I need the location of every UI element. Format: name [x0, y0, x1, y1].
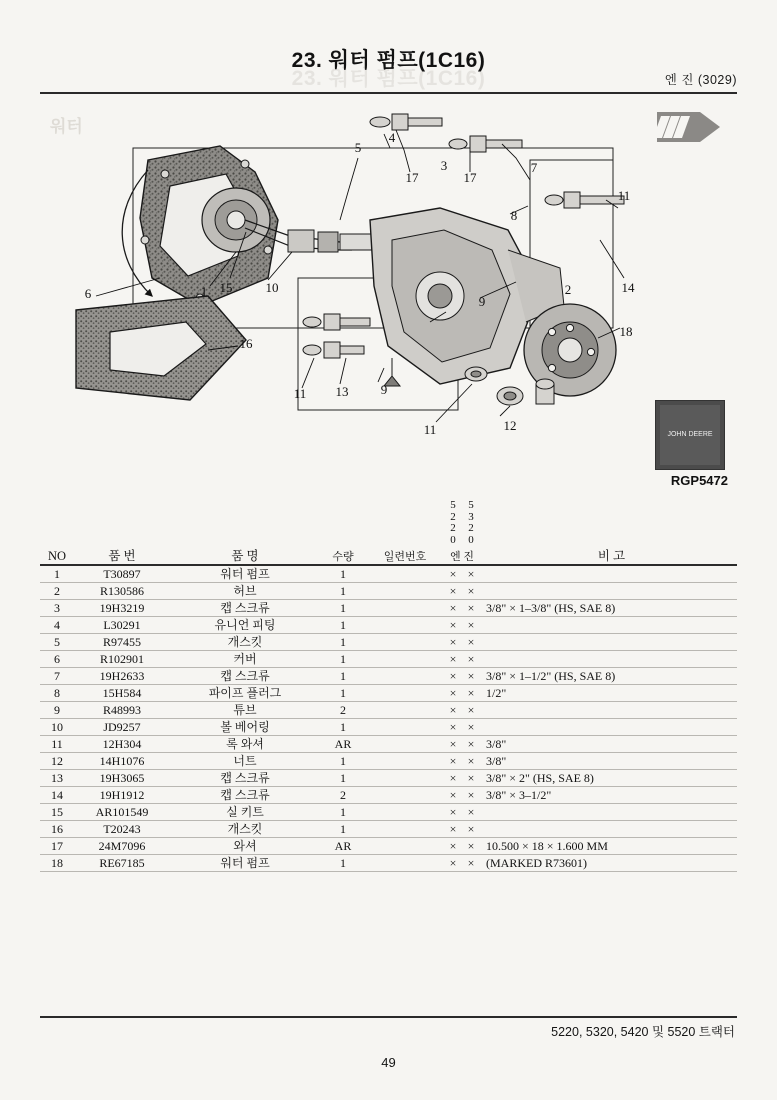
cell-qty: 1 — [320, 617, 366, 634]
cell-name: 캡 스크류 — [170, 600, 320, 617]
cell-name: 캡 스크류 — [170, 668, 320, 685]
cell-part: 15H584 — [74, 685, 170, 702]
table-row — [40, 719, 737, 736]
model-col-5320 — [462, 500, 480, 546]
svg-text:17: 17 — [463, 170, 477, 185]
cell-remark: 3/8" × 2" (HS, SAE 8) — [480, 770, 737, 787]
cell-no: 11 — [40, 736, 74, 753]
cell-name: 파이프 플러그 — [170, 685, 320, 702]
cell-no: 18 — [40, 855, 74, 872]
table-header-row — [40, 546, 737, 565]
cell-remark — [480, 804, 737, 821]
cell-no: 4 — [40, 617, 74, 634]
footer-model-label: 5220, 5320, 5420 및 5520 트랙터 — [551, 1025, 735, 1039]
model-header-row — [40, 500, 737, 546]
cell-remark — [480, 634, 737, 651]
table-row — [40, 600, 737, 617]
model-digit: 3 — [468, 510, 474, 523]
svg-text:10: 10 — [265, 280, 279, 295]
cell-remark: 1/2" — [480, 685, 737, 702]
cell-model-5320: × — [462, 838, 480, 855]
cell-model-5320: × — [462, 736, 480, 753]
svg-text:17: 17 — [405, 170, 419, 185]
cell-model-5220: × — [444, 583, 462, 600]
cell-part: T30897 — [74, 565, 170, 583]
table-row — [40, 753, 737, 770]
cell-name: 워터 펌프 — [170, 855, 320, 872]
col-header-serial: 일련번호 — [366, 546, 444, 565]
cell-model-5320: × — [462, 668, 480, 685]
cell-part: 24M7096 — [74, 838, 170, 855]
parts-table-container — [40, 500, 737, 872]
cell-model-5220: × — [444, 668, 462, 685]
cell-name: 와셔 — [170, 838, 320, 855]
model-digit: 5 — [468, 499, 474, 511]
col-header-engine: 엔 진 — [444, 546, 480, 565]
model-digit: 2 — [450, 522, 456, 535]
cell-no: 5 — [40, 634, 74, 651]
cell-no: 10 — [40, 719, 74, 736]
cell-remark: 10.500 × 18 × 1.600 MM — [480, 838, 737, 855]
table-row — [40, 855, 737, 872]
table-row — [40, 804, 737, 821]
col-header-remark: 비 고 — [480, 546, 737, 565]
cell-no: 7 — [40, 668, 74, 685]
cell-serial — [366, 617, 444, 634]
cell-model-5320: × — [462, 583, 480, 600]
cell-serial — [366, 753, 444, 770]
cell-serial — [366, 719, 444, 736]
direction-arrow-icon — [653, 112, 720, 142]
cell-model-5220: × — [444, 787, 462, 804]
svg-text:11: 11 — [293, 386, 307, 401]
cell-serial — [366, 787, 444, 804]
cell-part: 14H1076 — [74, 753, 170, 770]
col-header-no: NO — [40, 546, 74, 565]
cell-serial — [366, 651, 444, 668]
table-row — [40, 651, 737, 668]
cell-part: R97455 — [74, 634, 170, 651]
cell-model-5320: × — [462, 855, 480, 872]
cell-model-5220: × — [444, 685, 462, 702]
svg-text:14: 14 — [621, 280, 635, 295]
cell-remark — [480, 583, 737, 600]
footer-rule — [40, 1016, 737, 1018]
cell-part: L30291 — [74, 617, 170, 634]
cell-remark — [480, 651, 737, 668]
cell-model-5220: × — [444, 736, 462, 753]
cell-model-5220: × — [444, 617, 462, 634]
cell-model-5220: × — [444, 600, 462, 617]
cell-name: 개스킷 — [170, 821, 320, 838]
cell-model-5320: × — [462, 821, 480, 838]
cell-name: 록 와셔 — [170, 736, 320, 753]
cell-part: 19H2633 — [74, 668, 170, 685]
cell-part: T20243 — [74, 821, 170, 838]
cell-qty: 2 — [320, 787, 366, 804]
table-row — [40, 565, 737, 583]
cell-model-5320: × — [462, 634, 480, 651]
header-rule — [40, 92, 737, 94]
col-header-part-name: 품 명 — [170, 546, 320, 565]
cell-qty: 1 — [320, 855, 366, 872]
svg-text:9: 9 — [380, 382, 388, 397]
cell-name: 커버 — [170, 651, 320, 668]
cell-qty: 1 — [320, 770, 366, 787]
cell-model-5320: × — [462, 617, 480, 634]
svg-text:1: 1 — [200, 284, 208, 299]
cell-part: 19H3065 — [74, 770, 170, 787]
cell-remark: 3/8" × 3–1/2" — [480, 787, 737, 804]
cell-remark — [480, 702, 737, 719]
cell-qty: 1 — [320, 600, 366, 617]
cell-serial — [366, 702, 444, 719]
svg-text:4: 4 — [388, 130, 396, 145]
model-digit: 0 — [450, 533, 456, 546]
corner-ghost-text: 워터 — [50, 117, 83, 136]
cell-model-5220: × — [444, 634, 462, 651]
cell-qty: 2 — [320, 702, 366, 719]
page-title: 23. 워터 펌프(1C16) — [291, 49, 486, 72]
cell-serial — [366, 736, 444, 753]
cell-serial — [366, 838, 444, 855]
cell-serial — [366, 821, 444, 838]
cell-remark: 3/8" — [480, 753, 737, 770]
cell-model-5320: × — [462, 600, 480, 617]
cell-no: 14 — [40, 787, 74, 804]
cell-no: 15 — [40, 804, 74, 821]
model-col-5220 — [444, 500, 462, 546]
cell-serial — [366, 855, 444, 872]
table-row — [40, 634, 737, 651]
cell-no: 13 — [40, 770, 74, 787]
cell-model-5320: × — [462, 685, 480, 702]
cell-model-5220: × — [444, 719, 462, 736]
svg-text:12: 12 — [503, 418, 517, 433]
svg-text:18: 18 — [619, 324, 633, 339]
col-header-part-number: 품 번 — [74, 546, 170, 565]
cell-part: R48993 — [74, 702, 170, 719]
table-row — [40, 787, 737, 804]
cell-model-5320: × — [462, 651, 480, 668]
cell-qty: 1 — [320, 685, 366, 702]
model-digit: 2 — [450, 510, 456, 523]
svg-text:6: 6 — [84, 286, 92, 301]
cell-name: 캡 스크류 — [170, 770, 320, 787]
cell-qty: 1 — [320, 753, 366, 770]
svg-text:2: 2 — [564, 282, 572, 297]
cell-model-5320: × — [462, 565, 480, 583]
cell-name: 튜브 — [170, 702, 320, 719]
cell-serial — [366, 668, 444, 685]
cell-model-5320: × — [462, 770, 480, 787]
cell-remark — [480, 821, 737, 838]
cell-name: 유니언 피팅 — [170, 617, 320, 634]
parts-table — [40, 500, 737, 872]
cell-model-5320: × — [462, 719, 480, 736]
table-row — [40, 617, 737, 634]
svg-text:3: 3 — [440, 158, 448, 173]
cell-no: 16 — [40, 821, 74, 838]
cell-qty: AR — [320, 838, 366, 855]
cell-qty: 1 — [320, 583, 366, 600]
cell-model-5320: × — [462, 753, 480, 770]
logo-label: JOHN DEERE — [660, 405, 720, 465]
cell-serial — [366, 565, 444, 583]
cell-name: 허브 — [170, 583, 320, 600]
table-row — [40, 685, 737, 702]
cell-serial — [366, 634, 444, 651]
cell-name: 너트 — [170, 753, 320, 770]
cell-part: 19H3219 — [74, 600, 170, 617]
svg-text:8: 8 — [510, 208, 518, 223]
cell-serial — [366, 770, 444, 787]
cell-model-5220: × — [444, 804, 462, 821]
figure-drawing — [40, 100, 737, 500]
page-title-shadow: 23. 워터 펌프(1C16) — [291, 67, 486, 90]
table-row — [40, 770, 737, 787]
cell-qty: 1 — [320, 668, 366, 685]
cell-part: JD9257 — [74, 719, 170, 736]
cell-serial — [366, 804, 444, 821]
cell-qty: 1 — [320, 565, 366, 583]
cell-qty: 1 — [320, 651, 366, 668]
exploded-view-figure — [40, 100, 737, 500]
table-row — [40, 668, 737, 685]
cell-model-5220: × — [444, 821, 462, 838]
page-header — [40, 44, 737, 90]
cell-model-5220: × — [444, 855, 462, 872]
cell-part: AR101549 — [74, 804, 170, 821]
cell-qty: AR — [320, 736, 366, 753]
cell-model-5320: × — [462, 787, 480, 804]
model-digit: 2 — [468, 522, 474, 535]
svg-text:11: 11 — [617, 188, 631, 203]
table-row — [40, 702, 737, 719]
col-header-qty: 수량 — [320, 546, 366, 565]
cell-remark — [480, 719, 737, 736]
cell-name: 실 키트 — [170, 804, 320, 821]
svg-text:5: 5 — [354, 140, 362, 155]
cell-qty: 1 — [320, 719, 366, 736]
cell-no: 2 — [40, 583, 74, 600]
cell-remark: (MARKED R73601) — [480, 855, 737, 872]
model-digit: 5 — [450, 499, 456, 511]
svg-text:9: 9 — [478, 294, 486, 309]
svg-text:11: 11 — [423, 422, 437, 437]
model-digit: 0 — [468, 533, 474, 546]
cell-name: 워터 펌프 — [170, 565, 320, 583]
cell-model-5320: × — [462, 804, 480, 821]
cell-no: 9 — [40, 702, 74, 719]
cell-model-5220: × — [444, 770, 462, 787]
cell-model-5220: × — [444, 838, 462, 855]
cell-part: RE67185 — [74, 855, 170, 872]
cell-part: 19H1912 — [74, 787, 170, 804]
cell-remark: 3/8" × 1–1/2" (HS, SAE 8) — [480, 668, 737, 685]
cell-serial — [366, 600, 444, 617]
cell-name: 캡 스크류 — [170, 787, 320, 804]
svg-text:13: 13 — [335, 384, 349, 399]
page-number: 49 — [381, 1055, 396, 1070]
cell-model-5220: × — [444, 702, 462, 719]
cell-name: 볼 베어링 — [170, 719, 320, 736]
cell-no: 12 — [40, 753, 74, 770]
table-row — [40, 821, 737, 838]
cell-model-5220: × — [444, 753, 462, 770]
svg-text:16: 16 — [239, 336, 253, 351]
cell-part: 12H304 — [74, 736, 170, 753]
cell-remark — [480, 617, 737, 634]
table-row — [40, 583, 737, 600]
cell-no: 1 — [40, 565, 74, 583]
cell-remark — [480, 565, 737, 583]
cell-model-5220: × — [444, 651, 462, 668]
cell-qty: 1 — [320, 821, 366, 838]
cell-remark: 3/8" × 1–3/8" (HS, SAE 8) — [480, 600, 737, 617]
cell-serial — [366, 685, 444, 702]
cell-no: 3 — [40, 600, 74, 617]
cell-part: R130586 — [74, 583, 170, 600]
svg-text:15: 15 — [219, 280, 233, 295]
header-section-label: 엔 진 (3029) — [664, 73, 737, 87]
table-row — [40, 838, 737, 855]
john-deere-logo — [655, 400, 725, 470]
cell-name: 개스킷 — [170, 634, 320, 651]
cell-qty: 1 — [320, 804, 366, 821]
cell-no: 8 — [40, 685, 74, 702]
cell-model-5220: × — [444, 565, 462, 583]
cell-qty: 1 — [320, 634, 366, 651]
cell-serial — [366, 583, 444, 600]
cell-remark: 3/8" — [480, 736, 737, 753]
table-row — [40, 736, 737, 753]
cell-part: R102901 — [74, 651, 170, 668]
cell-model-5320: × — [462, 702, 480, 719]
figure-code: RGP5472 — [668, 472, 731, 489]
cell-no: 6 — [40, 651, 74, 668]
cell-no: 17 — [40, 838, 74, 855]
svg-text:7: 7 — [530, 160, 538, 175]
